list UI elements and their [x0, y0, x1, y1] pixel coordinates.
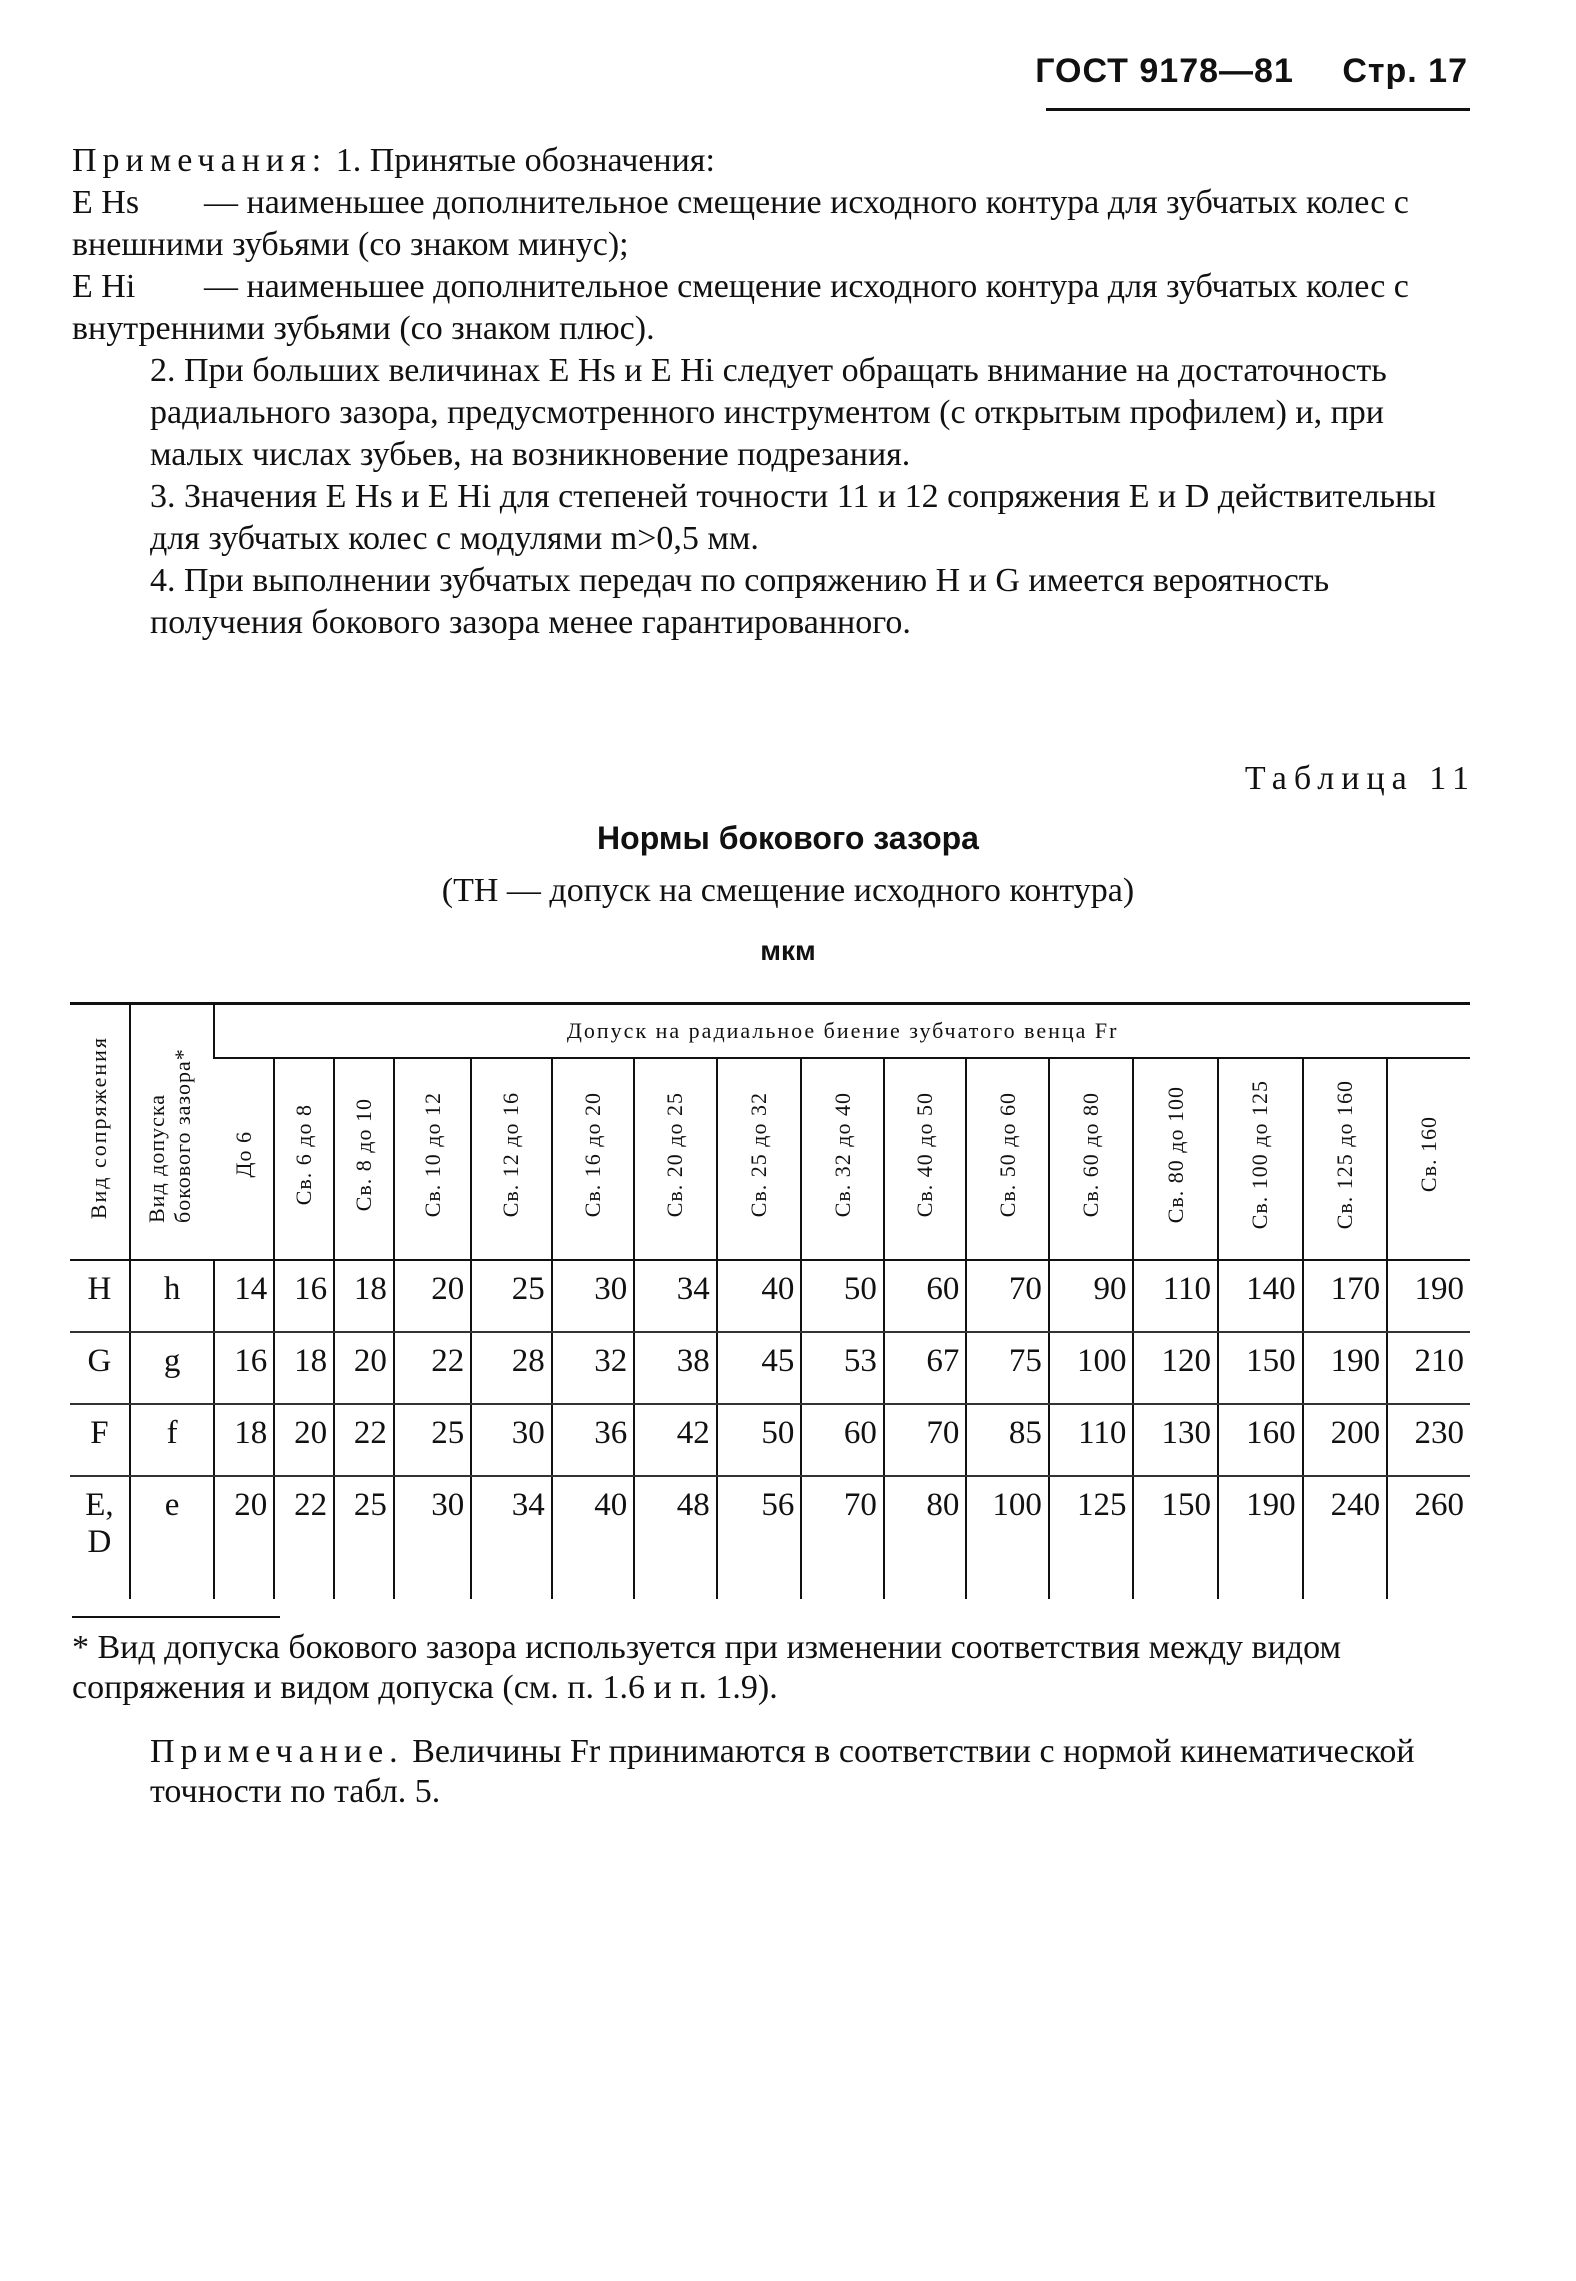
- value-cell: 140: [1218, 1260, 1303, 1332]
- value-cell: 160: [1218, 1404, 1303, 1476]
- value-cell: 34: [634, 1260, 717, 1332]
- range-header: [884, 1058, 967, 1260]
- range-label: Св. 60 до 80: [1078, 1091, 1104, 1218]
- footnote-rule: [72, 1616, 280, 1618]
- value-cell: 50: [801, 1260, 884, 1332]
- value-cell: 28: [471, 1332, 551, 1404]
- table-note-paragraph: [72, 1732, 1472, 1812]
- col-header-tolerance-text: Вид допуска бокового зазора*: [144, 1047, 196, 1223]
- table-row: [70, 1260, 1470, 1332]
- table-note: [72, 1732, 1472, 1812]
- value-cell: 190: [1303, 1332, 1388, 1404]
- table-row: [70, 1404, 1470, 1476]
- backlash-norms-table: [70, 1002, 1470, 1599]
- value-cell: 40: [552, 1476, 635, 1599]
- range-header: [1049, 1058, 1134, 1260]
- range-header: [717, 1058, 802, 1260]
- value-cell: 20: [274, 1404, 334, 1476]
- value-cell: 40: [717, 1260, 802, 1332]
- value-cell: 150: [1133, 1476, 1218, 1599]
- value-cell: 30: [471, 1404, 551, 1476]
- range-label: Св. 10 до 12: [419, 1091, 445, 1218]
- tolerance-cell: g: [130, 1332, 215, 1404]
- range-label: Св. 25 до 32: [746, 1091, 772, 1218]
- range-header: [1387, 1058, 1470, 1260]
- value-cell: 38: [634, 1332, 717, 1404]
- range-header: [1133, 1058, 1218, 1260]
- value-cell: 110: [1133, 1260, 1218, 1332]
- range-label: Св. 20 до 25: [662, 1091, 688, 1218]
- value-cell: 18: [334, 1260, 394, 1332]
- value-cell: 190: [1387, 1260, 1470, 1332]
- value-cell: 100: [966, 1476, 1049, 1599]
- footnote-text: * Вид допуска бокового зазора используется при изменении соответствия между видом сопряжения и видом допуска (см. п. 1.6 и п. 1.9).: [72, 1629, 1341, 1706]
- value-cell: 260: [1387, 1476, 1470, 1599]
- value-cell: 110: [1049, 1404, 1134, 1476]
- range-header: [634, 1058, 717, 1260]
- tolerance-cell: h: [130, 1260, 215, 1332]
- note-4: 4. При выполнении зубчатых передач по сопряжению H и G имеется вероятность получения бокового зазора менее гарантированного.: [150, 562, 1330, 641]
- table-row: [70, 1332, 1470, 1404]
- value-cell: 85: [966, 1404, 1049, 1476]
- table-note-label: Примечание.: [150, 1733, 404, 1770]
- range-label: Св. 160: [1416, 1116, 1442, 1193]
- table-body: [70, 1260, 1470, 1599]
- range-header: [274, 1058, 334, 1260]
- value-cell: 70: [801, 1476, 884, 1599]
- note-ehi: [72, 266, 1472, 350]
- value-cell: 100: [1049, 1332, 1134, 1404]
- value-cell: 53: [801, 1332, 884, 1404]
- range-label: Св. 8 до 10: [350, 1097, 376, 1212]
- note-2: 2. При больших величинах E Hs и E Hi следует обращать внимание на достаточность радиального зазора, предусмотренного инструментом (с открытым профилем) и, при малых числах зубьев, на возникновение подрезания.: [150, 352, 1387, 473]
- col-header-tolerance: [130, 1004, 215, 1261]
- range-header: [801, 1058, 884, 1260]
- note-1-label: 1. Принятые обозначения:: [335, 142, 715, 179]
- value-cell: 18: [214, 1404, 274, 1476]
- range-header: [471, 1058, 551, 1260]
- value-cell: 56: [717, 1476, 802, 1599]
- value-cell: 120: [1133, 1332, 1218, 1404]
- mate-cell: G: [70, 1332, 130, 1404]
- range-label: Св. 50 до 60: [994, 1091, 1020, 1218]
- mate-cell: H: [70, 1260, 130, 1332]
- value-cell: 22: [394, 1332, 471, 1404]
- note-ehs: [72, 182, 1472, 266]
- value-cell: 200: [1303, 1404, 1388, 1476]
- range-label: Св. 32 до 40: [829, 1091, 855, 1218]
- value-cell: 70: [884, 1404, 967, 1476]
- value-cell: 22: [274, 1476, 334, 1599]
- range-header: [1218, 1058, 1303, 1260]
- value-cell: 42: [634, 1404, 717, 1476]
- range-header: [334, 1058, 394, 1260]
- table-subtitle: (TH — допуск на смещение исходного контура): [441, 872, 1135, 909]
- range-label: Св. 40 до 50: [912, 1091, 938, 1218]
- value-cell: 30: [394, 1476, 471, 1599]
- table-title: Нормы бокового зазора: [597, 820, 979, 856]
- value-cell: 14: [214, 1260, 274, 1332]
- range-header: [394, 1058, 471, 1260]
- col-header-mate-text: Вид сопряжения: [86, 1035, 112, 1220]
- value-cell: 60: [884, 1260, 967, 1332]
- footnote: [72, 1628, 1472, 1708]
- col-header-mate: [70, 1004, 130, 1261]
- table-note-text: Величины Fr принимаются в соответствии с нормой кинематической точности по табл. 5.: [150, 1733, 1415, 1810]
- table-caption: Таблица 11: [1244, 760, 1476, 797]
- value-cell: 75: [966, 1332, 1049, 1404]
- value-cell: 210: [1387, 1332, 1470, 1404]
- tolerance-cell: e: [130, 1476, 215, 1599]
- value-cell: 36: [552, 1404, 635, 1476]
- range-label: Св. 16 до 20: [579, 1091, 605, 1218]
- value-cell: 90: [1049, 1260, 1134, 1332]
- page-number: Стр. 17: [1342, 52, 1468, 90]
- range-label: До 6: [230, 1131, 256, 1178]
- range-header: [552, 1058, 635, 1260]
- range-header: [966, 1058, 1049, 1260]
- value-cell: 70: [966, 1260, 1049, 1332]
- value-cell: 32: [552, 1332, 635, 1404]
- value-cell: 20: [394, 1260, 471, 1332]
- mate-cell: F: [70, 1404, 130, 1476]
- notes-section: [72, 140, 1472, 644]
- value-cell: 30: [552, 1260, 635, 1332]
- ehs-symbol: E Hs: [72, 184, 140, 221]
- tolerance-cell: f: [130, 1404, 215, 1476]
- note-3: 3. Значения E Hs и E Hi для степеней точности 11 и 12 сопряжения E и D действительны для зубчатых колес с модулями m>0,5 мм.: [150, 478, 1437, 557]
- range-label: Св. 80 до 100: [1162, 1085, 1188, 1224]
- value-cell: 125: [1049, 1476, 1134, 1599]
- value-cell: 20: [214, 1476, 274, 1599]
- value-cell: 25: [471, 1260, 551, 1332]
- value-cell: 48: [634, 1476, 717, 1599]
- mate-cell: E, D: [85, 1487, 114, 1560]
- range-label: Св. 100 до 125: [1247, 1079, 1273, 1230]
- value-cell: 150: [1218, 1332, 1303, 1404]
- value-cell: 20: [334, 1332, 394, 1404]
- value-cell: 130: [1133, 1404, 1218, 1476]
- value-cell: 18: [274, 1332, 334, 1404]
- value-cell: 16: [274, 1260, 334, 1332]
- range-header: [1303, 1058, 1388, 1260]
- notes-title: Примечания:: [72, 142, 328, 179]
- value-cell: 16: [214, 1332, 274, 1404]
- range-label: Св. 125 до 160: [1331, 1079, 1357, 1230]
- value-cell: 170: [1303, 1260, 1388, 1332]
- range-header: [214, 1058, 274, 1260]
- value-cell: 25: [334, 1476, 394, 1599]
- value-cell: 50: [717, 1404, 802, 1476]
- table-unit: мкм: [760, 935, 816, 966]
- page-header: [1035, 52, 1468, 91]
- value-cell: 34: [471, 1476, 551, 1599]
- value-cell: 190: [1218, 1476, 1303, 1599]
- value-cell: 230: [1387, 1404, 1470, 1476]
- range-label: Св. 12 до 16: [498, 1091, 524, 1218]
- notes-intro: [72, 140, 1472, 182]
- range-label: Св. 6 до 8: [291, 1103, 317, 1206]
- value-cell: 60: [801, 1404, 884, 1476]
- value-cell: 240: [1303, 1476, 1388, 1599]
- value-cell: 22: [334, 1404, 394, 1476]
- ehi-symbol: E Hi: [72, 268, 136, 305]
- value-cell: 45: [717, 1332, 802, 1404]
- standard-number: ГОСТ 9178—81: [1035, 52, 1294, 90]
- value-cell: 25: [394, 1404, 471, 1476]
- value-cell: 67: [884, 1332, 967, 1404]
- ehs-definition: — наименьшее дополнительное смещение исходного контура для зубчатых колес с внешними зубьями (со знаком минус);: [72, 184, 1409, 263]
- ehi-definition: — наименьшее дополнительное смещение исходного контура для зубчатых колес с внутренними зубьями (со знаком плюс).: [72, 268, 1409, 347]
- value-cell: 80: [884, 1476, 967, 1599]
- group-header-fr: Допуск на радиальное биение зубчатого венца Fr: [214, 1004, 1470, 1059]
- header-rule: [1046, 108, 1470, 111]
- table-row: [70, 1476, 1470, 1599]
